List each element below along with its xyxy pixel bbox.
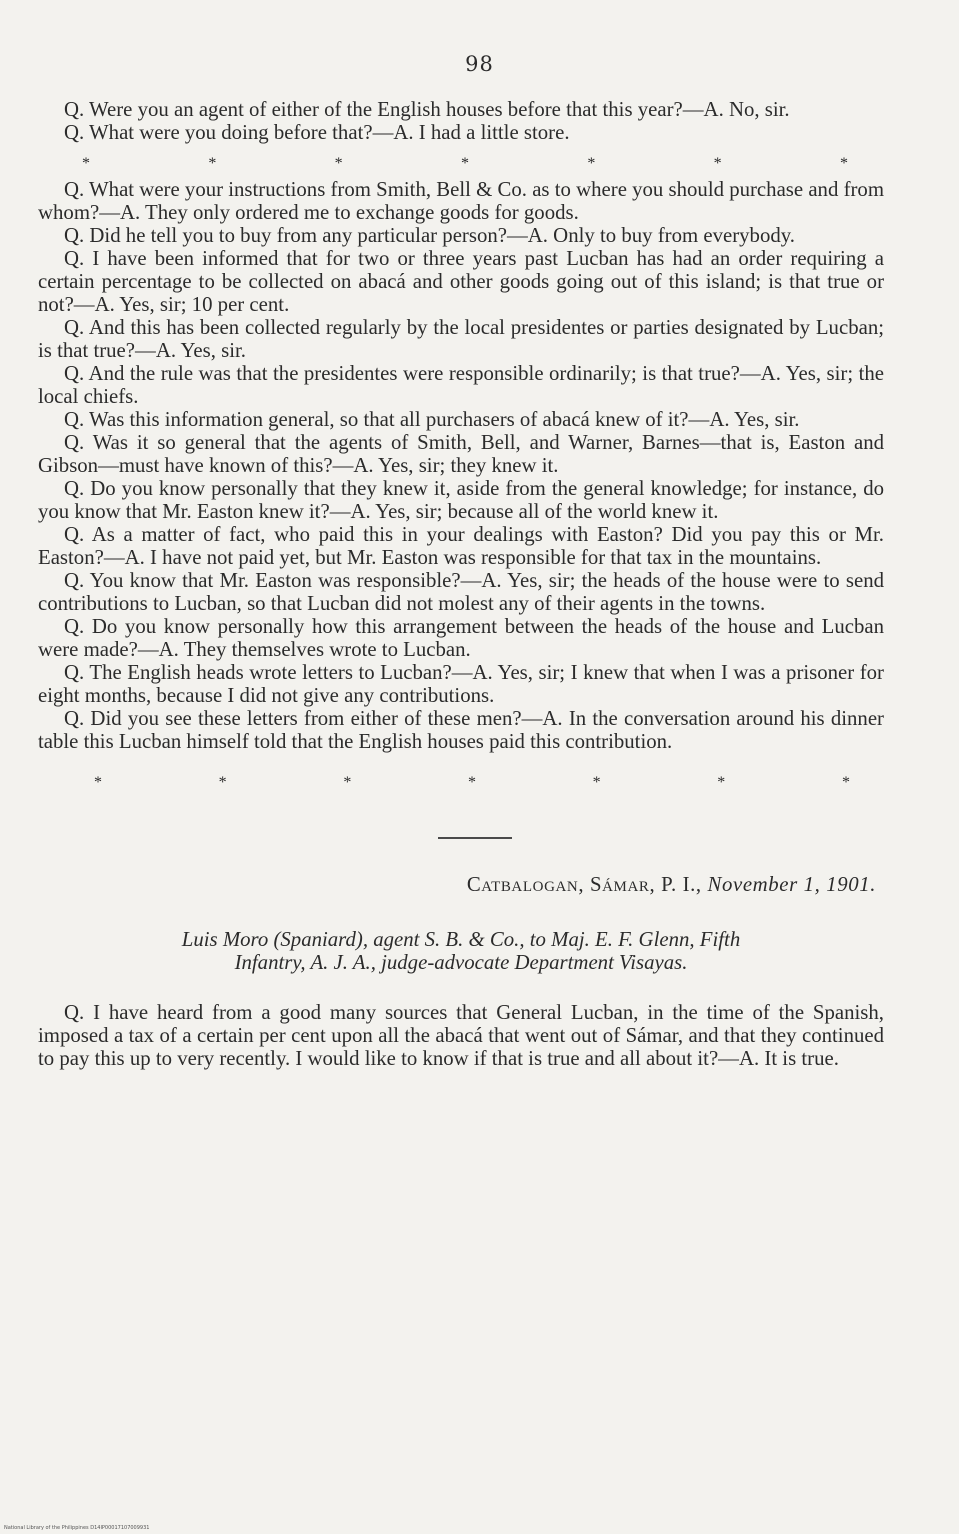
asterisk: * xyxy=(82,155,90,172)
asterisk: * xyxy=(208,155,217,172)
witness-role: , agent S. B. & Co., to Maj. E. F. Glenn, Fifth xyxy=(362,928,741,951)
qa-paragraph: Q. Was this information general, so that all purchasers of abacá knew of it?—A. Yes, sir. xyxy=(64,408,800,431)
witness-nationality: (Spaniard) xyxy=(273,928,363,951)
dateline-date: November 1, 1901. xyxy=(707,873,876,896)
qa-paragraph: Q. You know that Mr. Easton was responsible?—A. Yes, sir; the heads of the house were to send contributions to Lucban, so that Lucban did not molest any of their agents in the towns. xyxy=(38,569,884,615)
section-divider xyxy=(438,837,512,839)
qa-paragraph: Q. Do you know personally that they knew it, aside from the general knowledge; for instance, do you know that Mr. Easton knew it?—A. Yes, sir; because all of the world knew it. xyxy=(38,477,884,523)
testimony-heading xyxy=(38,928,884,974)
qa-paragraph: Q. I have been informed that for two or three years past Lucban has had an order requiring a certain percentage to be collected on abacá and other goods going out of this island; is that true or not?—A. Yes, sir; 10 per cent. xyxy=(38,247,884,316)
qa-paragraph: Q. Do you know personally how this arrangement between the heads of the house and Lucban were made?—A. They themselves wrote to Lucban. xyxy=(38,615,884,661)
qa-paragraph: Q. The English heads wrote letters to Lucban?—A. Yes, sir; I knew that when I was a prisoner for eight months, because I did not give any contributions. xyxy=(38,661,884,707)
heading-line-1 xyxy=(38,928,884,951)
heading-line-2: Infantry, A. J. A., judge-advocate Department Visayas. xyxy=(234,951,688,974)
asterisk: * xyxy=(218,774,227,791)
dateline-place: Catbalogan, Sámar, P. I., xyxy=(466,873,702,896)
asterisk: * xyxy=(713,155,722,172)
qa-paragraph: Q. Did you see these letters from either of these men?—A. In the conversation around his dinner table this Lucban himself told that the English houses paid this contribution. xyxy=(38,707,884,753)
asterisk: * xyxy=(467,774,476,791)
asterisk: * xyxy=(839,155,848,172)
qa-paragraph: Q. Were you an agent of either of the English houses before that this year?—A. No, sir. xyxy=(64,98,790,121)
asterisk: * xyxy=(334,155,343,172)
asterisk: * xyxy=(592,774,601,791)
qa-paragraph: Q. What were your instructions from Smith, Bell & Co. as to where you should purchase and from whom?—A. They only ordered me to exchange goods for goods. xyxy=(38,178,884,224)
asterisk: * xyxy=(94,774,102,791)
qa-paragraph: Q. And the rule was that the presidentes were responsible ordinarily; is that true?—A. Yes, sir; the local chiefs. xyxy=(38,362,884,408)
asterisk: * xyxy=(460,155,469,172)
qa-paragraph: Q. And this has been collected regularly by the local presidentes or parties designated by Lucban; is that true?—A. Yes, sir. xyxy=(38,316,884,362)
qa-paragraph: Q. I have heard from a good many sources that General Lucban, in the time of the Spanish, imposed a tax of a certain per cent upon all the abacá that went out of Sámar, and that they continued to pay this up to very recently. I would like to know if that is true and all about it?—A. It is true. xyxy=(38,1001,884,1070)
omission-asterisks xyxy=(38,763,884,797)
library-footer: National Library of the Philippines D14IP00017107009931 xyxy=(4,1525,150,1531)
qa-paragraph: Q. As a matter of fact, who paid this in your dealings with Easton? Did you pay this or Mr. Easton?—A. I have not paid yet, but Mr. Easton was responsible for that tax in the mountains. xyxy=(38,523,884,569)
asterisk: * xyxy=(343,774,352,791)
asterisk: * xyxy=(587,155,596,172)
dateline xyxy=(38,873,884,896)
asterisk: * xyxy=(841,774,850,791)
page-body xyxy=(38,98,884,1070)
qa-paragraph: Q. Did he tell you to buy from any particular person?—A. Only to buy from everybody. xyxy=(64,224,795,247)
qa-paragraph: Q. What were you doing before that?—A. I had a little store. xyxy=(64,121,570,144)
omission-asterisks xyxy=(38,144,884,178)
qa-paragraph: Q. Was it so general that the agents of Smith, Bell, and Warner, Barnes—that is, Easton and Gibson—must have known of this?—A. Yes, sir; they knew it. xyxy=(38,431,884,477)
witness-name: Luis Moro xyxy=(181,928,269,951)
page-number: 98 xyxy=(465,52,494,76)
asterisk: * xyxy=(717,774,726,791)
